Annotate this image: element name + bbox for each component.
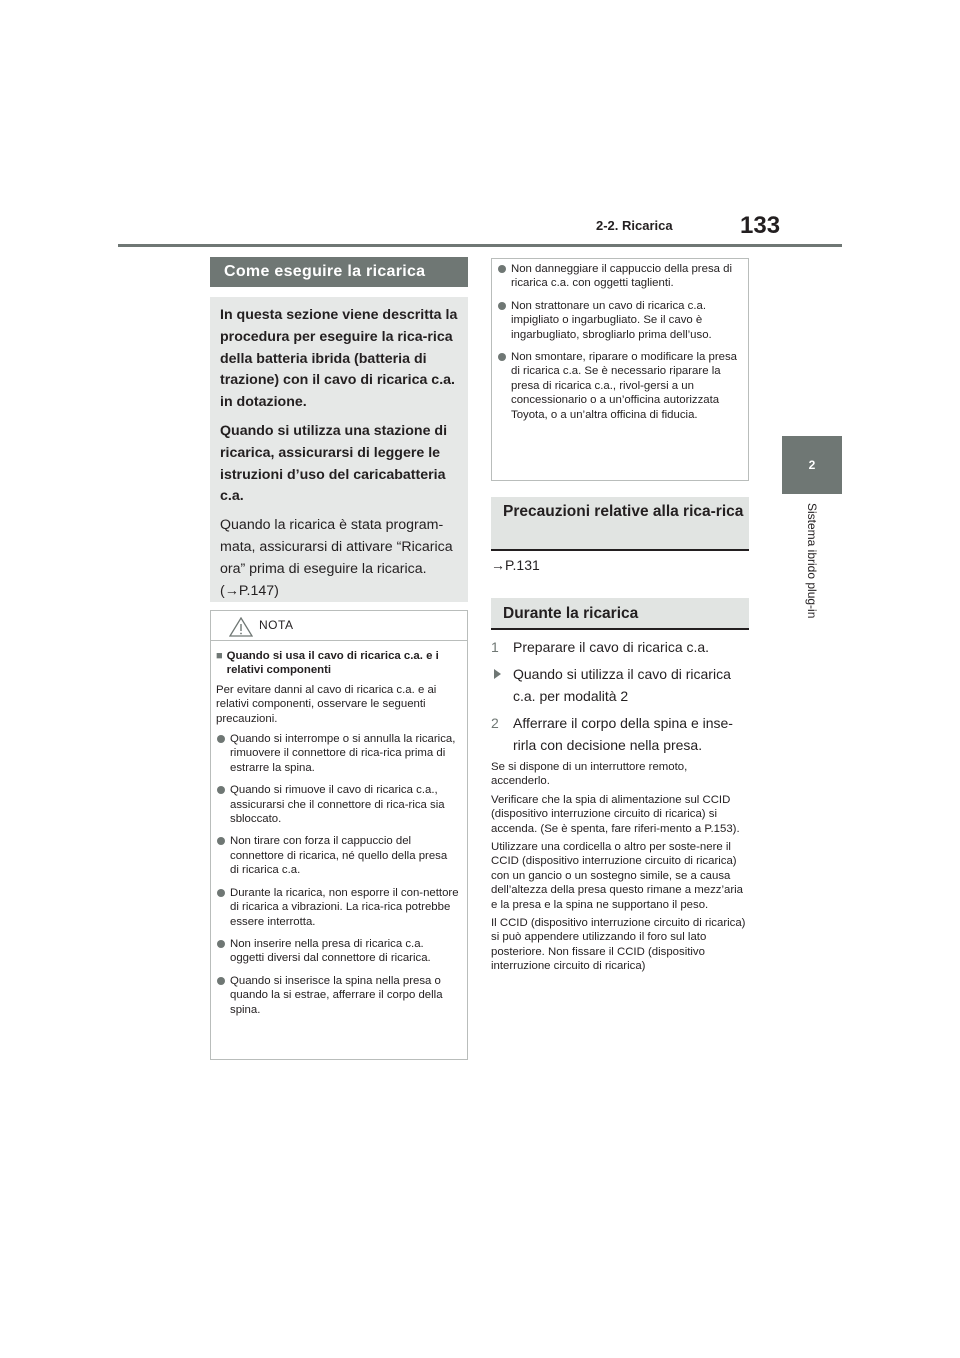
- step-text: Preparare il cavo di ricarica c.a.: [513, 639, 710, 655]
- list-item: [497, 299, 740, 342]
- chapter-title: Sistema ibrido plug-in: [805, 503, 819, 619]
- bullet-icon: [498, 302, 506, 310]
- bullet-icon: [217, 940, 225, 948]
- bullet-icon: [217, 786, 225, 794]
- list-item: [497, 350, 740, 422]
- precautions-heading: Precauzioni relative alla rica-rica: [491, 497, 749, 551]
- detail-paragraph: Utilizzare una cordicella o altro per soste-nere il CCID (dispositivo interruzione circuito di ricarica) con un gancio o un sostegno simile, se a causa dell’altezza della presa questo rimane a mezz’aria e la presa e la spina ne supportano il peso.: [491, 841, 743, 911]
- bullet-icon: [498, 353, 506, 361]
- step-text: Afferrare il corpo della spina e inse-rirla con decisione nella presa.: [513, 715, 733, 753]
- step-detail: [491, 760, 749, 978]
- nota-header: [211, 611, 467, 641]
- intro-paragraph: Quando la ricarica è stata program-mata, assicurarsi di attivare “Ricarica ora” prima di eseguire la ricarica. (→P.147): [220, 517, 453, 599]
- detail-paragraph: Il CCID (dispositivo interruzione circuito di ricarica) si può appendere utilizzando il foro sul lato posteriore. Non fissare il CCID (dispositivo interruzione circuito di ricarica): [491, 917, 746, 973]
- list-item: [216, 732, 459, 775]
- list-item-text: Non strattonare un cavo di ricarica c.a. impigliato o ingarbugliato. Se il cavo è ingarbugliato, sbrogliarlo prima dell’uso.: [511, 299, 712, 341]
- list-item-text: Non inserire nella presa di ricarica c.a. oggetti diversi dal connettore di ricarica.: [230, 937, 431, 965]
- step-item: [491, 712, 753, 756]
- nota-intro: Per evitare danni al cavo di ricarica c.a. e ai relativi componenti, osservare le seguenti precauzioni.: [216, 683, 437, 725]
- intro-paragraph: Quando si utilizza una stazione di ricarica, assicurarsi di leggere le istruzioni d’uso del caricabatteria c.a.: [220, 422, 448, 505]
- list-item-text: Quando si inserisce la spina nella presa o quando la si estrae, afferrare il corpo della spina.: [230, 974, 443, 1016]
- page-reference-link[interactable]: →P.131: [491, 557, 540, 573]
- sub-item-text: Quando si utilizza il cavo di ricarica c.a. per modalità 2: [513, 666, 731, 704]
- list-item-text: Durante la ricarica, non esporre il con-nettore di ricarica a vibrazioni. La rica-rica potrebbe essere interrotta.: [230, 886, 459, 928]
- nota-title-text: Quando si usa il cavo di ricarica c.a. e i relativi componenti: [226, 650, 439, 677]
- step-number: 2: [491, 715, 499, 731]
- list-item: [216, 886, 459, 929]
- list-item-text: Quando si rimuove il cavo di ricarica c.a., assicurarsi che il connettore di rica-rica sia sbloccato.: [230, 784, 445, 826]
- nota-body: [211, 641, 467, 1017]
- list-item: [216, 834, 459, 877]
- running-header: 2-2. Ricarica: [596, 218, 673, 233]
- chapter-tab: [782, 436, 842, 494]
- list-item-text: Quando si interrompe o si annulla la ricarica, rimuovere il connettore di rica-rica prima di estrarre la spina.: [230, 733, 456, 774]
- list-item-text: Non smontare, riparare o modificare la presa di ricarica c.a. Se è necessario riparare la presa di ricarica c.a., rivol-gersi a un concessionario o a un’officina autorizzata Toyota, o a un’altra officina di fiducia.: [511, 351, 738, 421]
- nota-title: [216, 649, 459, 678]
- bullet-icon: [217, 977, 225, 985]
- list-item: [216, 783, 459, 826]
- steps: [491, 636, 753, 761]
- warning-triangle-icon: [229, 617, 253, 637]
- section-heading: Come eseguire la ricarica: [210, 257, 468, 287]
- list-item-text: Non danneggiare il cappuccio della presa di ricarica c.a. con oggetti taglienti.: [511, 263, 732, 290]
- bullet-icon: [217, 837, 225, 845]
- step-item: [491, 636, 753, 658]
- nota-box: [210, 610, 468, 1060]
- bullet-icon: [217, 735, 225, 743]
- bullet-icon: [498, 265, 506, 273]
- sub-item: [491, 663, 753, 707]
- header-divider: [118, 244, 842, 247]
- triangle-bullet-icon: [494, 669, 501, 679]
- detail-paragraph: Se si dispone di un interruttore remoto, accenderlo.: [491, 761, 688, 788]
- list-item: [497, 262, 740, 291]
- nota-label: NOTA: [259, 618, 294, 632]
- list-item: [216, 974, 459, 1017]
- list-item: [216, 937, 459, 966]
- page-number: 133: [740, 212, 781, 239]
- list-item-text: Non tirare con forza il cappuccio del connettore di ricarica, né quello della presa di ricarica c.a.: [230, 835, 448, 877]
- bullet-icon: [217, 889, 225, 897]
- nota-continued-box: [491, 258, 749, 481]
- square-bullet-icon: ■: [216, 650, 223, 662]
- intro-paragraph: In questa sezione viene descritta la procedura per eseguire la rica-rica della batteria ibrida (batteria di trazione) con il cavo di ricarica c.a. in dotazione.: [220, 307, 458, 411]
- during-charging-heading: Durante la ricarica: [491, 598, 749, 630]
- step-number: 1: [491, 639, 499, 655]
- detail-paragraph: Verificare che la spia di alimentazione sul CCID (dispositivo interruzione circuito di ricarica) si accenda. (Se è spenta, fare riferi-mento a P.153).: [491, 793, 740, 835]
- intro-box: [210, 297, 468, 602]
- chapter-number: 2: [808, 458, 816, 472]
